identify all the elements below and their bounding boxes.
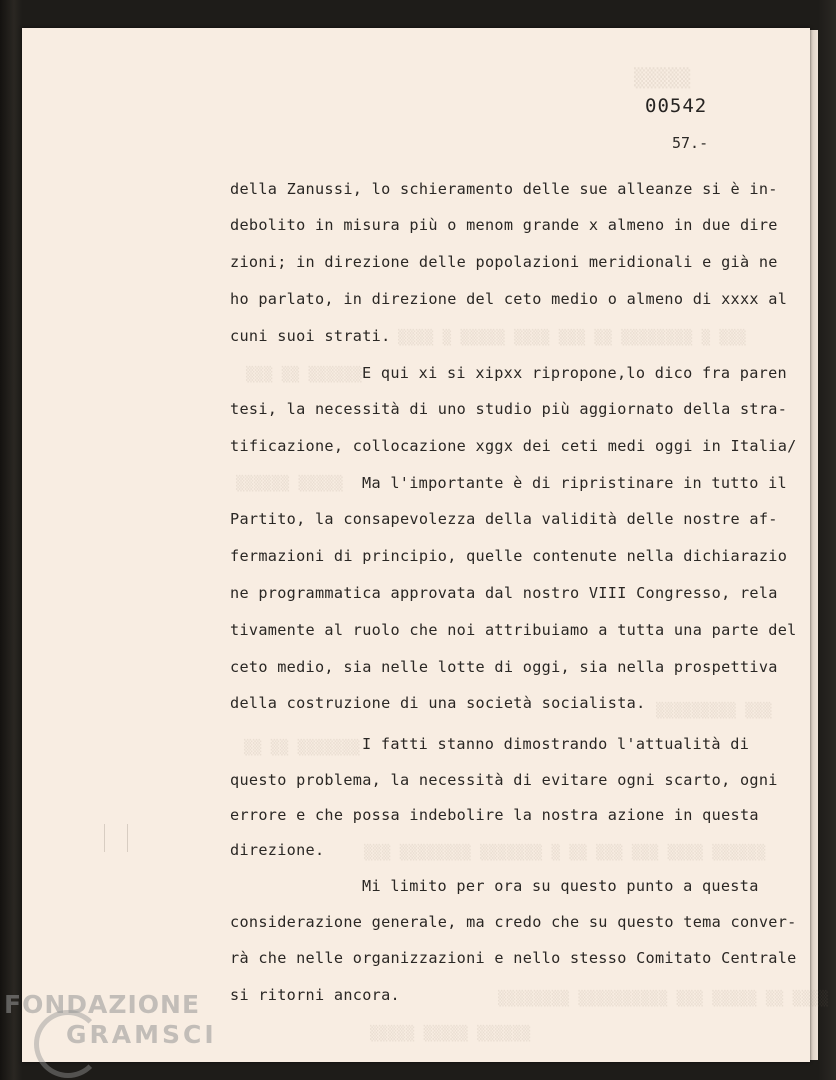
text-line: questo problema, la necessità di evitare ogni scarto, ogni: [230, 771, 778, 789]
text-line: ceto medio, sia nelle lotte di oggi, sia nella prospettiva: [230, 658, 778, 676]
text-line: Mi limito per ora su questo punto a questa: [362, 877, 759, 895]
text-line: direzione.: [230, 841, 325, 859]
text-line: tivamente al ruolo che noi attribuiamo a tutta una parte del: [230, 621, 797, 639]
bleed-through-text: ▒▒▒▒▒: [634, 68, 691, 89]
text-line: si ritorni ancora.: [230, 986, 400, 1004]
text-line: Partito, la consapevolezza della validità delle nostre af-: [230, 510, 778, 528]
text-line: della Zanussi, lo schieramento delle sue alleanze si è in-: [230, 180, 778, 198]
text-line: cuni suoi strati.: [230, 327, 391, 345]
bleed-through-text: ▒▒▒▒ ▒ ▒▒▒▒▒ ▒▒▒▒ ▒▒▒ ▒▒ ▒▒▒▒▒▒▒▒ ▒ ▒▒▒: [398, 330, 747, 346]
text-line: considerazione generale, ma credo che su questo tema conver-: [230, 913, 797, 931]
text-line: debolito in misura più o menom grande x almeno in due dire: [230, 216, 778, 234]
text-line: ne programmatica approvata dal nostro VIII Congresso, rela: [230, 584, 778, 602]
bleed-through-text: ▒▒▒ ▒▒ ▒▒▒▒▒▒: [246, 367, 363, 383]
bleed-through-text: ▒▒▒▒▒▒▒▒▒ ▒▒▒: [656, 703, 773, 719]
watermark-line-1: FONDAZIONE: [4, 990, 201, 1019]
bleed-through-text: ▒▒▒▒▒ ▒▒▒▒▒ ▒▒▒▒▒▒: [370, 1026, 531, 1042]
text-line: rà che nelle organizzazioni e nello stesso Comitato Centrale: [230, 949, 797, 967]
page-edge: [810, 30, 818, 1060]
text-line: errore e che possa indebolire la nostra azione in questa: [230, 806, 759, 824]
text-line: della costruzione di una società socialista.: [230, 694, 646, 712]
bleed-through-text: ▒▒▒▒▒▒ ▒▒▒▒▒: [236, 476, 344, 492]
margin-mark: [104, 824, 128, 852]
watermark: [4, 990, 217, 1050]
bleed-through-text: ▒▒▒▒▒▒▒▒ ▒▒▒▒▒▒▒▒▒▒ ▒▒▒ ▒▒▒▒▒ ▒▒ ▒▒▒▒: [498, 991, 829, 1007]
text-line: tesi, la necessità di uno studio più aggiornato della stra-: [230, 400, 788, 418]
document-number: 00542: [645, 95, 708, 117]
text-line: fermazioni di principio, quelle contenute nella dichiarazio: [230, 547, 788, 565]
bleed-through-text: ▒▒ ▒▒ ▒▒▒▒▒▒▒: [244, 740, 361, 756]
text-line: I fatti stanno dimostrando l'attualità di: [362, 735, 750, 753]
bleed-through-text: ▒▒▒ ▒▒▒▒▒▒▒▒ ▒▒▒▒▒▒▒ ▒ ▒▒ ▒▒▒ ▒▒▒ ▒▒▒▒ ▒▒▒▒▒▒: [364, 845, 766, 861]
text-line: tificazione, collocazione xggx dei ceti medi oggi in Italia/: [230, 437, 797, 455]
text-line: ho parlato, in direzione del ceto medio o almeno di xxxx al: [230, 290, 788, 308]
page-number: 57.-: [672, 134, 709, 152]
text-line: Ma l'importante è di ripristinare in tutto il: [362, 474, 787, 492]
text-line: zioni; in direzione delle popolazioni meridionali e già ne: [230, 253, 778, 271]
text-line: E qui xi si xipxx ripropone,lo dico fra paren: [362, 364, 787, 382]
watermark-line-2: GRAMSCI: [66, 1020, 217, 1049]
